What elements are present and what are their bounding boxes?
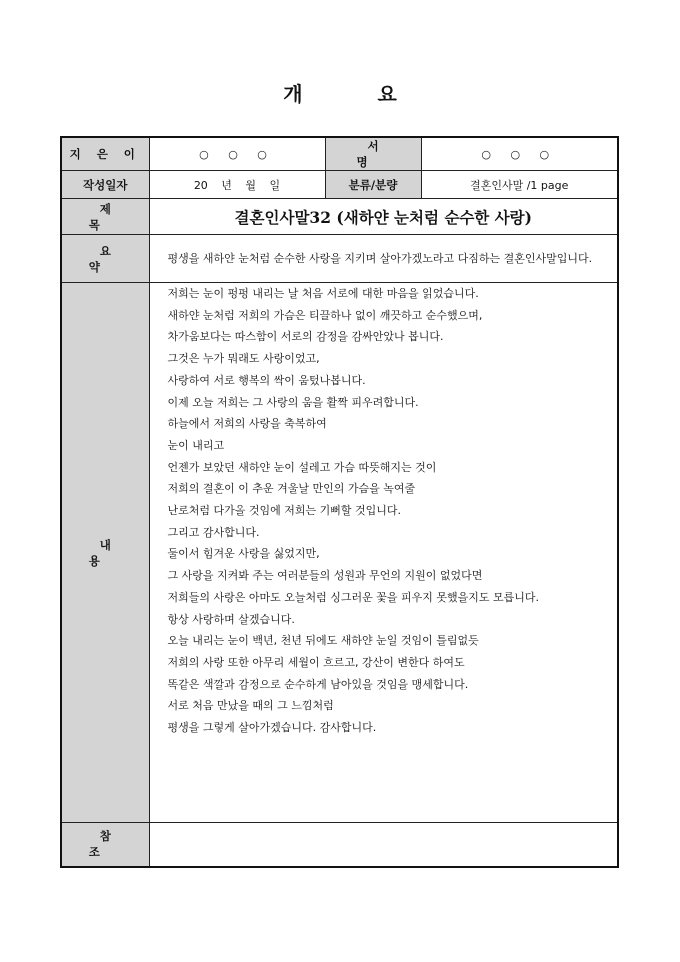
content-line: 똑같은 색깔과 감정으로 순수하게 남아있을 것임을 맹세합니다. <box>167 677 469 691</box>
summary-row <box>61 235 618 283</box>
content-line: 난로처럼 다가올 것임에 저희는 기뻐할 것입니다. <box>167 504 401 518</box>
summary-label: 요 약 <box>61 235 149 283</box>
author-label: 지 은 이 <box>61 137 149 171</box>
content-line: 사랑하여 서로 행복의 싹이 움텄나봅니다. <box>167 373 366 387</box>
reference-value <box>149 823 618 867</box>
overview-form-table <box>60 136 619 868</box>
content-row <box>61 283 618 823</box>
subject-value: 결혼인사말32 (새하얀 눈처럼 순수한 사랑) <box>149 199 618 235</box>
content-line: 차가움보다는 따스함이 서로의 감정을 감싸안았나 봅니다. <box>167 330 444 344</box>
reference-row <box>61 823 618 867</box>
date-label: 작성일자 <box>61 171 149 199</box>
content-line: 언젠가 보았던 새하얀 눈이 설레고 가슴 따뜻해지는 것이 <box>167 460 437 474</box>
author-row <box>61 137 618 171</box>
content-line: 평생을 그렇게 살아가겠습니다. 감사합니다. <box>167 721 377 735</box>
category-label: 분류/분량 <box>325 171 421 199</box>
date-row <box>61 171 618 199</box>
content-line: 하늘에서 저희의 사랑을 축복하여 <box>167 417 327 431</box>
content-line: 그것은 누가 뭐래도 사랑이었고, <box>167 352 320 366</box>
category-value: 결혼인사말 /1 page <box>421 171 618 199</box>
content-line: 눈이 내리고 <box>167 438 225 452</box>
content-line: 항상 사랑하며 살겠습니다. <box>167 612 295 626</box>
signature-label: 서 명 <box>325 137 421 171</box>
content-label: 내 용 <box>61 283 149 823</box>
content-line: 저희들의 사랑은 아마도 오늘처럼 싱그러운 꽃을 피우지 못했을지도 모릅니다. <box>167 590 539 604</box>
content-line: 저희의 사랑 또한 아무리 세월이 흐르고, 강산이 변한다 하여도 <box>167 655 465 669</box>
date-value: 20 년 월 일 <box>149 171 325 199</box>
content-line: 그 사랑을 지켜봐 주는 여러분들의 성원과 무언의 지원이 없었다면 <box>167 569 483 583</box>
page-title: 개 요 <box>283 82 431 106</box>
signature-value: ○ ○ ○ <box>421 137 618 171</box>
subject-row <box>61 199 618 235</box>
content-line: 오늘 내리는 눈이 백년, 천년 뒤에도 새하얀 눈일 것임이 틀림없듯 <box>167 634 479 648</box>
content-line: 저희는 눈이 펑펑 내리는 날 처음 서로에 대한 마음을 읽었습니다. <box>167 287 479 300</box>
content-line: 그리고 감사합니다. <box>167 525 260 539</box>
author-value: ○ ○ ○ <box>149 137 325 171</box>
content-line: 새하얀 눈처럼 저희의 가슴은 티끌하나 없이 깨끗하고 순수했으며, <box>167 308 483 322</box>
reference-label: 참 조 <box>61 823 149 867</box>
content-line: 둘이서 힘겨운 사랑을 싫었지만, <box>167 547 320 561</box>
subject-label: 제 목 <box>61 199 149 235</box>
content-line: 이제 오늘 저희는 그 사랑의 움을 활짝 피우려합니다. <box>167 395 419 409</box>
content-body <box>149 283 618 823</box>
content-line: 서로 처음 만났을 때의 그 느낌처럼 <box>167 699 334 713</box>
content-line: 저희의 결혼이 이 추운 겨울날 만인의 가슴을 녹여줄 <box>167 482 416 496</box>
summary-value: 평생을 새하얀 눈처럼 순수한 사랑을 지키며 살아가겠노라고 다짐하는 결혼인사말입니다. <box>149 235 618 283</box>
